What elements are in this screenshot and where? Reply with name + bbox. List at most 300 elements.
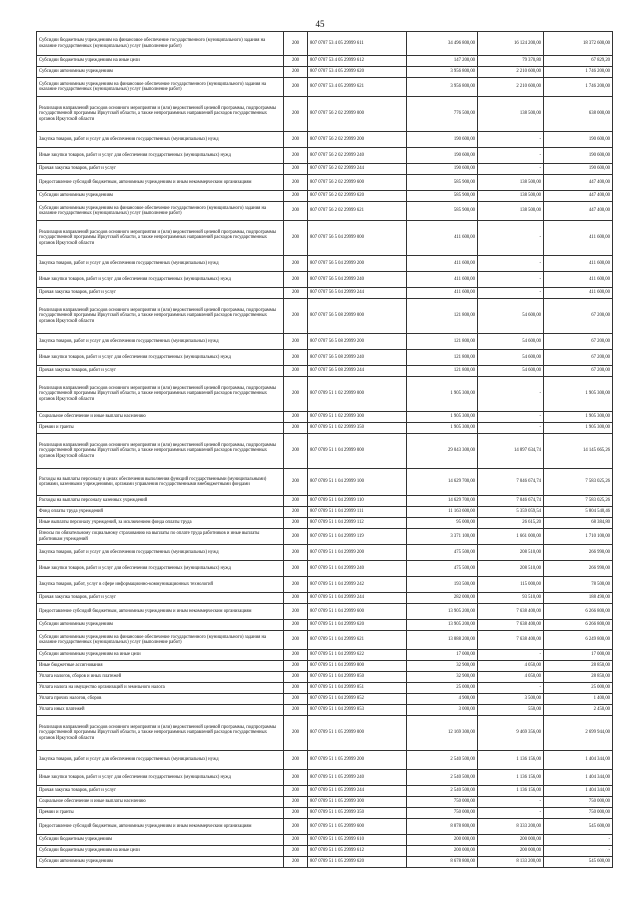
row-admin-code: 200 — [284, 256, 308, 272]
row-unexecuted: 1 404 344,00 — [544, 786, 613, 797]
row-unexecuted: 750 000,00 — [544, 797, 613, 808]
row-approved: 1 905 300,00 — [407, 412, 478, 423]
row-approved: 750 000,00 — [407, 797, 478, 808]
row-unexecuted: 17 000,00 — [544, 650, 613, 661]
row-executed: 16 124 200,00 — [478, 32, 544, 56]
row-admin-code: 200 — [284, 507, 308, 518]
table-row — [37, 496, 613, 507]
row-approved: 193 500,00 — [407, 577, 478, 593]
page-number: 45 — [315, 19, 325, 29]
row-executed: 1 136 156,00 — [478, 786, 544, 797]
row-name: Предоставление субсидий бюджетным, автономным учреждениям и иным некоммерческим организациям — [37, 604, 284, 620]
row-budget-code: 807 0709 51 1 05 29999 610 — [308, 835, 407, 846]
row-approved: 34 496 800,00 — [407, 32, 478, 56]
row-executed: - — [478, 164, 544, 175]
row-name: Премии и гранты — [37, 423, 284, 434]
row-approved: 121 800,00 — [407, 366, 478, 377]
row-budget-code: 807 0707 56 2 02 29999 244 — [308, 164, 407, 175]
row-name: Реализация направлений расходов основного мероприятия и (или) ведомственной целевой программы, подпрограммы государственной программы Иркутской области, а также непрограммных направлений расходов государственных органов Иркутской области — [37, 221, 284, 256]
row-budget-code: 807 0709 51 1 04 29999 622 — [308, 650, 407, 661]
row-approved: 12 169 300,00 — [407, 716, 478, 751]
row-name: Субсидии автономным учреждениям — [37, 67, 284, 78]
row-budget-code: 807 0709 51 1 05 29999 350 — [308, 808, 407, 819]
row-executed: 550,00 — [478, 705, 544, 716]
row-approved: 411 600,00 — [407, 256, 478, 272]
row-admin-code: 200 — [284, 434, 308, 469]
row-name: Уплата налогов, сборов и иных платежей — [37, 672, 284, 683]
row-unexecuted: 190 600,00 — [544, 132, 613, 148]
row-executed: - — [478, 808, 544, 819]
row-name: Предоставление субсидий бюджетным, автономным учреждениям и иным некоммерческим организациям — [37, 175, 284, 191]
table-row — [37, 808, 613, 819]
row-name: Субсидии автономным учреждениям — [37, 191, 284, 202]
table-row — [37, 175, 613, 191]
row-admin-code: 200 — [284, 132, 308, 148]
row-budget-code: 807 0707 53 4 05 29999 621 — [308, 78, 407, 97]
row-budget-code: 807 0709 51 1 04 29999 244 — [308, 593, 407, 604]
table-row — [37, 202, 613, 221]
row-executed: 200 000,00 — [478, 846, 544, 857]
table-row — [37, 191, 613, 202]
row-name: Закупка товаров, работ, услуг в сфере информационно-коммуникационных технологий — [37, 577, 284, 593]
row-budget-code: 807 0707 56 2 02 29999 000 — [308, 97, 407, 132]
table-row — [37, 377, 613, 412]
row-budget-code: 807 0709 51 1 05 29999 240 — [308, 770, 407, 786]
row-approved: 8 878 800,00 — [407, 819, 478, 835]
row-name: Прочая закупка товаров, работ и услуг — [37, 164, 284, 175]
table-row — [37, 256, 613, 272]
row-admin-code: 200 — [284, 577, 308, 593]
row-unexecuted: - — [544, 835, 613, 846]
row-admin-code: 200 — [284, 819, 308, 835]
row-unexecuted: - — [544, 846, 613, 857]
row-unexecuted: 1 710 100,00 — [544, 529, 613, 545]
row-budget-code: 807 0709 51 1 05 29999 300 — [308, 797, 407, 808]
row-name: Уплата иных платежей — [37, 705, 284, 716]
row-executed: - — [478, 221, 544, 256]
row-name: Субсидии автономным учреждениям на финансовое обеспечение государственного (муниципального) задания на оказание государственных (муниципальных) услуг (выполнение работ) — [37, 631, 284, 650]
row-unexecuted: 6 249 800,00 — [544, 631, 613, 650]
row-budget-code: 807 0709 51 1 04 29999 200 — [308, 545, 407, 561]
row-admin-code: 200 — [284, 545, 308, 561]
table-row — [37, 78, 613, 97]
row-budget-code: 807 0709 51 1 04 29999 100 — [308, 469, 407, 496]
row-unexecuted: 6 266 800,00 — [544, 604, 613, 620]
row-executed: - — [478, 288, 544, 299]
row-approved: 121 800,00 — [407, 299, 478, 334]
table-row — [37, 577, 613, 593]
row-name: Субсидии автономным учреждениям на финансовое обеспечение государственного (муниципального) задания на оказание государственных (муниципальных) услуг (выполнение работ) — [37, 78, 284, 97]
row-approved: 8 678 800,00 — [407, 857, 478, 868]
row-admin-code: 200 — [284, 786, 308, 797]
table-row — [37, 683, 613, 694]
row-budget-code: 807 0709 51 1 04 29999 853 — [308, 705, 407, 716]
table-row — [37, 604, 613, 620]
row-unexecuted: 18 372 600,00 — [544, 32, 613, 56]
table-row — [37, 620, 613, 631]
row-name: Прочая закупка товаров, работ и услуг — [37, 593, 284, 604]
table-row — [37, 434, 613, 469]
row-budget-code: 807 0709 51 1 04 29999 240 — [308, 561, 407, 577]
row-name: Реализация направлений расходов основного мероприятия и (или) ведомственной целевой программы, подпрограммы государственной программы Иркутской области, а также непрограммных направлений расходов государственных органов Иркутской области — [37, 299, 284, 334]
row-executed: 1 661 000,00 — [478, 529, 544, 545]
row-budget-code: 807 0707 56 5 08 29999 240 — [308, 350, 407, 366]
row-admin-code: 200 — [284, 857, 308, 868]
row-admin-code: 200 — [284, 593, 308, 604]
row-approved: 190 600,00 — [407, 164, 478, 175]
row-name: Прочая закупка товаров, работ и услуг — [37, 786, 284, 797]
row-name: Реализация направлений расходов основного мероприятия и (или) ведомственной целевой программы, подпрограммы государственной программы Иркутской области, а также непрограммных направлений расходов государственных органов Иркутской области — [37, 434, 284, 469]
table-row — [37, 56, 613, 67]
row-admin-code: 200 — [284, 350, 308, 366]
table-row — [37, 631, 613, 650]
table-row — [37, 132, 613, 148]
row-budget-code: 807 0709 51 1 04 29999 112 — [308, 518, 407, 529]
row-admin-code: 200 — [284, 620, 308, 631]
row-executed: 7 638 400,00 — [478, 631, 544, 650]
row-executed: - — [478, 423, 544, 434]
row-admin-code: 200 — [284, 705, 308, 716]
row-unexecuted: 28 850,00 — [544, 661, 613, 672]
row-budget-code: 807 0707 56 5 08 29999 000 — [308, 299, 407, 334]
row-admin-code: 200 — [284, 288, 308, 299]
row-name: Субсидии автономным учреждениям — [37, 620, 284, 631]
row-budget-code: 807 0707 56 5 08 29999 244 — [308, 366, 407, 377]
table-row — [37, 661, 613, 672]
row-unexecuted: 1 400,00 — [544, 694, 613, 705]
row-unexecuted: 14 145 665,26 — [544, 434, 613, 469]
table-row — [37, 288, 613, 299]
row-budget-code: 807 0709 51 1 05 29999 200 — [308, 751, 407, 770]
row-admin-code: 200 — [284, 221, 308, 256]
row-unexecuted: 1 746 200,00 — [544, 67, 613, 78]
table-row — [37, 650, 613, 661]
row-budget-code: 807 0709 51 1 05 29999 244 — [308, 786, 407, 797]
row-unexecuted: 188 490,00 — [544, 593, 613, 604]
table-row — [37, 423, 613, 434]
row-admin-code: 200 — [284, 366, 308, 377]
row-name: Субсидии бюджетным учреждениям на иные цели — [37, 846, 284, 857]
row-budget-code: 807 0709 51 1 02 29999 000 — [308, 377, 407, 412]
row-admin-code: 200 — [284, 797, 308, 808]
row-unexecuted: 447 400,00 — [544, 202, 613, 221]
row-unexecuted: 68 384,80 — [544, 518, 613, 529]
row-unexecuted: 1 905 300,00 — [544, 377, 613, 412]
row-executed: 8 333 200,00 — [478, 819, 544, 835]
row-executed: - — [478, 797, 544, 808]
row-executed: - — [478, 683, 544, 694]
row-admin-code: 200 — [284, 272, 308, 288]
table-row — [37, 518, 613, 529]
row-admin-code: 200 — [284, 148, 308, 164]
row-admin-code: 200 — [284, 808, 308, 819]
row-approved: 411 600,00 — [407, 288, 478, 299]
row-name: Иные закупки товаров, работ и услуг для обеспечения государственных (муниципальных) нужд — [37, 350, 284, 366]
budget-execution-table — [36, 31, 613, 868]
row-approved: 200 000,00 — [407, 835, 478, 846]
row-approved: 13 888 200,00 — [407, 631, 478, 650]
row-admin-code: 200 — [284, 529, 308, 545]
row-approved: 11 163 600,00 — [407, 507, 478, 518]
row-budget-code: 807 0707 56 5 04 29999 244 — [308, 288, 407, 299]
row-approved: 1 905 300,00 — [407, 423, 478, 434]
row-unexecuted: 2 450,00 — [544, 705, 613, 716]
row-name: Прочая закупка товаров, работ и услуг — [37, 366, 284, 377]
row-approved: 4 900,00 — [407, 694, 478, 705]
row-name: Реализация направлений расходов основного мероприятия и (или) ведомственной целевой программы, подпрограммы государственной программы Иркутской области, а также непрограммных направлений расходов государственных органов Иркутской области — [37, 716, 284, 751]
row-executed: 4 050,00 — [478, 661, 544, 672]
row-executed: 54 600,00 — [478, 334, 544, 350]
row-approved: 475 500,00 — [407, 545, 478, 561]
table-row — [37, 797, 613, 808]
row-budget-code: 807 0707 53 4 05 29999 612 — [308, 56, 407, 67]
row-approved: 2 540 500,00 — [407, 770, 478, 786]
row-executed: 26 615,20 — [478, 518, 544, 529]
row-budget-code: 807 0709 51 1 04 29999 242 — [308, 577, 407, 593]
row-name: Уплата прочих налогов, сборов — [37, 694, 284, 705]
row-admin-code: 200 — [284, 412, 308, 423]
row-executed: 7 046 674,74 — [478, 469, 544, 496]
row-executed: - — [478, 650, 544, 661]
row-unexecuted: 411 600,00 — [544, 272, 613, 288]
row-executed: 8 133 200,00 — [478, 857, 544, 868]
row-unexecuted: 1 404 344,00 — [544, 770, 613, 786]
row-executed: 200 000,00 — [478, 835, 544, 846]
row-name: Закупка товаров, работ и услуг для обеспечения государственных (муниципальных) нужд — [37, 334, 284, 350]
table-row — [37, 350, 613, 366]
row-name: Расходы на выплаты персоналу в целях обеспечения выполнения функций государственными (муниципальными) органами, казенными учреждениями, органами управления государственными внебюджетными фондами — [37, 469, 284, 496]
row-executed: 138 500,00 — [478, 191, 544, 202]
row-executed: - — [478, 272, 544, 288]
row-admin-code: 200 — [284, 423, 308, 434]
row-budget-code: 807 0709 51 1 04 29999 110 — [308, 496, 407, 507]
row-budget-code: 807 0709 51 1 05 29999 600 — [308, 819, 407, 835]
row-approved: 29 043 300,00 — [407, 434, 478, 469]
row-unexecuted: 190 600,00 — [544, 164, 613, 175]
row-approved: 2 540 500,00 — [407, 751, 478, 770]
row-unexecuted: 447 400,00 — [544, 191, 613, 202]
row-approved: 32 900,00 — [407, 672, 478, 683]
table-row — [37, 694, 613, 705]
row-name: Иные закупки товаров, работ и услуг для обеспечения государственных (муниципальных) нужд — [37, 272, 284, 288]
row-budget-code: 807 0707 56 5 04 29999 000 — [308, 221, 407, 256]
row-admin-code: 200 — [284, 770, 308, 786]
row-name: Закупка товаров, работ и услуг для обеспечения государственных (муниципальных) нужд — [37, 751, 284, 770]
row-budget-code: 807 0709 51 1 04 29999 800 — [308, 661, 407, 672]
row-executed: 5 359 059,54 — [478, 507, 544, 518]
row-executed: 54 600,00 — [478, 366, 544, 377]
row-name: Субсидии бюджетным учреждениям — [37, 835, 284, 846]
row-budget-code: 807 0707 56 2 02 29999 621 — [308, 202, 407, 221]
table-row — [37, 164, 613, 175]
row-admin-code: 200 — [284, 561, 308, 577]
row-admin-code: 200 — [284, 650, 308, 661]
row-admin-code: 200 — [284, 835, 308, 846]
row-approved: 25 000,00 — [407, 683, 478, 694]
row-budget-code: 807 0707 56 2 02 29999 200 — [308, 132, 407, 148]
row-name: Закупка товаров, работ и услуг для обеспечения государственных (муниципальных) нужд — [37, 132, 284, 148]
row-budget-code: 807 0709 51 1 02 29999 300 — [308, 412, 407, 423]
row-admin-code: 200 — [284, 496, 308, 507]
row-unexecuted: 2 699 944,00 — [544, 716, 613, 751]
row-unexecuted: 411 600,00 — [544, 256, 613, 272]
row-executed: 138 500,00 — [478, 175, 544, 191]
table-row — [37, 835, 613, 846]
row-approved: 585 900,00 — [407, 175, 478, 191]
row-unexecuted: 67 200,00 — [544, 299, 613, 334]
row-budget-code: 807 0709 51 1 04 29999 851 — [308, 683, 407, 694]
table-row — [37, 412, 613, 423]
row-executed: 208 510,00 — [478, 561, 544, 577]
row-budget-code: 807 0707 56 2 02 29999 620 — [308, 191, 407, 202]
row-approved: 411 600,00 — [407, 272, 478, 288]
row-executed: - — [478, 132, 544, 148]
table-row — [37, 366, 613, 377]
row-budget-code: 807 0707 53 4 05 29999 611 — [308, 32, 407, 56]
row-name: Социальное обеспечение и иные выплаты населению — [37, 797, 284, 808]
row-admin-code: 200 — [284, 631, 308, 650]
row-unexecuted: 67 200,00 — [544, 350, 613, 366]
row-admin-code: 200 — [284, 661, 308, 672]
row-executed: 2 210 600,00 — [478, 67, 544, 78]
row-admin-code: 200 — [284, 202, 308, 221]
row-name: Иные закупки товаров, работ и услуг для обеспечения государственных (муниципальных) нужд — [37, 148, 284, 164]
row-name: Иные выплаты персоналу учреждений, за исключением фонда оплаты труда — [37, 518, 284, 529]
row-unexecuted: 190 600,00 — [544, 148, 613, 164]
row-admin-code: 200 — [284, 377, 308, 412]
table-row — [37, 469, 613, 496]
row-unexecuted: 7 583 025,26 — [544, 496, 613, 507]
row-unexecuted: 545 600,00 — [544, 857, 613, 868]
row-approved: 1 905 300,00 — [407, 377, 478, 412]
row-unexecuted: 67 200,00 — [544, 366, 613, 377]
row-unexecuted: 1 404 344,00 — [544, 751, 613, 770]
row-executed: 79 370,80 — [478, 56, 544, 67]
row-name: Закупка товаров, работ и услуг для обеспечения государственных (муниципальных) нужд — [37, 256, 284, 272]
row-executed: - — [478, 412, 544, 423]
row-executed: 3 500,00 — [478, 694, 544, 705]
row-name: Фонд оплаты труда учреждений — [37, 507, 284, 518]
row-executed: - — [478, 256, 544, 272]
table-row — [37, 148, 613, 164]
row-unexecuted: 67 829,20 — [544, 56, 613, 67]
row-unexecuted: 750 000,00 — [544, 808, 613, 819]
row-executed: 138 500,00 — [478, 97, 544, 132]
row-admin-code: 200 — [284, 683, 308, 694]
row-name: Субсидии автономным учреждениям — [37, 857, 284, 868]
table-row — [37, 545, 613, 561]
row-unexecuted: 6 266 800,00 — [544, 620, 613, 631]
row-executed: 14 897 634,74 — [478, 434, 544, 469]
row-approved: 147 200,00 — [407, 56, 478, 67]
row-approved: 411 600,00 — [407, 221, 478, 256]
row-executed: 54 600,00 — [478, 299, 544, 334]
row-name: Субсидии бюджетным учреждениям на иные цели — [37, 56, 284, 67]
row-admin-code: 200 — [284, 334, 308, 350]
table-row — [37, 705, 613, 716]
row-approved: 200 000,00 — [407, 846, 478, 857]
row-approved: 121 800,00 — [407, 334, 478, 350]
table-row — [37, 221, 613, 256]
row-executed: 93 510,00 — [478, 593, 544, 604]
table-row — [37, 67, 613, 78]
row-unexecuted: 545 600,00 — [544, 819, 613, 835]
row-unexecuted: 78 500,00 — [544, 577, 613, 593]
row-approved: 190 600,00 — [407, 132, 478, 148]
table-row — [37, 299, 613, 334]
row-admin-code: 200 — [284, 175, 308, 191]
row-unexecuted: 638 000,00 — [544, 97, 613, 132]
table-body — [37, 32, 613, 868]
row-admin-code: 200 — [284, 518, 308, 529]
row-budget-code: 807 0709 51 1 05 29999 612 — [308, 846, 407, 857]
row-admin-code: 200 — [284, 469, 308, 496]
row-unexecuted: 7 583 025,26 — [544, 469, 613, 496]
row-executed: 115 000,00 — [478, 577, 544, 593]
table-row — [37, 857, 613, 868]
table-row — [37, 786, 613, 797]
row-approved: 32 900,00 — [407, 661, 478, 672]
row-name: Закупка товаров, работ и услуг для обеспечения государственных (муниципальных) нужд — [37, 545, 284, 561]
row-approved: 14 629 700,00 — [407, 469, 478, 496]
row-unexecuted: 1 746 200,00 — [544, 78, 613, 97]
row-budget-code: 807 0709 51 1 04 29999 000 — [308, 434, 407, 469]
row-name: Предоставление субсидий бюджетным, автономным учреждениям и иным некоммерческим организациям — [37, 819, 284, 835]
row-name: Иные закупки товаров, работ и услуг для обеспечения государственных (муниципальных) нужд — [37, 561, 284, 577]
row-unexecuted: 5 804 540,46 — [544, 507, 613, 518]
row-name: Иные бюджетные ассигнования — [37, 661, 284, 672]
row-approved: 17 000,00 — [407, 650, 478, 661]
table-row — [37, 819, 613, 835]
row-admin-code: 200 — [284, 604, 308, 620]
row-executed: - — [478, 148, 544, 164]
row-unexecuted: 411 600,00 — [544, 288, 613, 299]
row-name: Реализация направлений расходов основного мероприятия и (или) ведомственной целевой программы, подпрограммы государственной программы Иркутской области, а также непрограммных направлений расходов государственных органов Иркутской области — [37, 97, 284, 132]
row-name: Иные закупки товаров, работ и услуг для обеспечения государственных (муниципальных) нужд — [37, 770, 284, 786]
row-admin-code: 200 — [284, 56, 308, 67]
row-budget-code: 807 0707 56 2 02 29999 240 — [308, 148, 407, 164]
row-unexecuted: 1 905 300,00 — [544, 412, 613, 423]
row-budget-code: 807 0709 51 1 05 29999 620 — [308, 857, 407, 868]
row-admin-code: 200 — [284, 299, 308, 334]
row-admin-code: 200 — [284, 751, 308, 770]
row-budget-code: 807 0709 51 1 04 29999 852 — [308, 694, 407, 705]
row-approved: 282 000,00 — [407, 593, 478, 604]
row-unexecuted: 411 600,00 — [544, 221, 613, 256]
row-budget-code: 807 0709 51 1 04 29999 600 — [308, 604, 407, 620]
table-row — [37, 770, 613, 786]
row-name: Субсидии автономным учреждениям на иные цели — [37, 650, 284, 661]
row-approved: 121 800,00 — [407, 350, 478, 366]
row-budget-code: 807 0709 51 1 04 29999 111 — [308, 507, 407, 518]
row-name: Социальное обеспечение и иные выплаты населению — [37, 412, 284, 423]
row-approved: 3 956 800,00 — [407, 67, 478, 78]
row-admin-code: 200 — [284, 694, 308, 705]
table-row — [37, 751, 613, 770]
row-name: Премии и гранты — [37, 808, 284, 819]
row-admin-code: 200 — [284, 164, 308, 175]
row-executed: 9 469 356,00 — [478, 716, 544, 751]
row-budget-code: 807 0707 56 2 02 29999 600 — [308, 175, 407, 191]
row-executed: 1 136 156,00 — [478, 751, 544, 770]
row-name: Реализация направлений расходов основного мероприятия и (или) ведомственной целевой программы, подпрограммы государственной программы Иркутской области, а также непрограммных направлений расходов государственных органов Иркутской области — [37, 377, 284, 412]
row-budget-code: 807 0709 51 1 02 29999 350 — [308, 423, 407, 434]
row-approved: 776 500,00 — [407, 97, 478, 132]
row-budget-code: 807 0709 51 1 04 29999 850 — [308, 672, 407, 683]
table-row — [37, 593, 613, 604]
row-approved: 750 000,00 — [407, 808, 478, 819]
row-admin-code: 200 — [284, 846, 308, 857]
